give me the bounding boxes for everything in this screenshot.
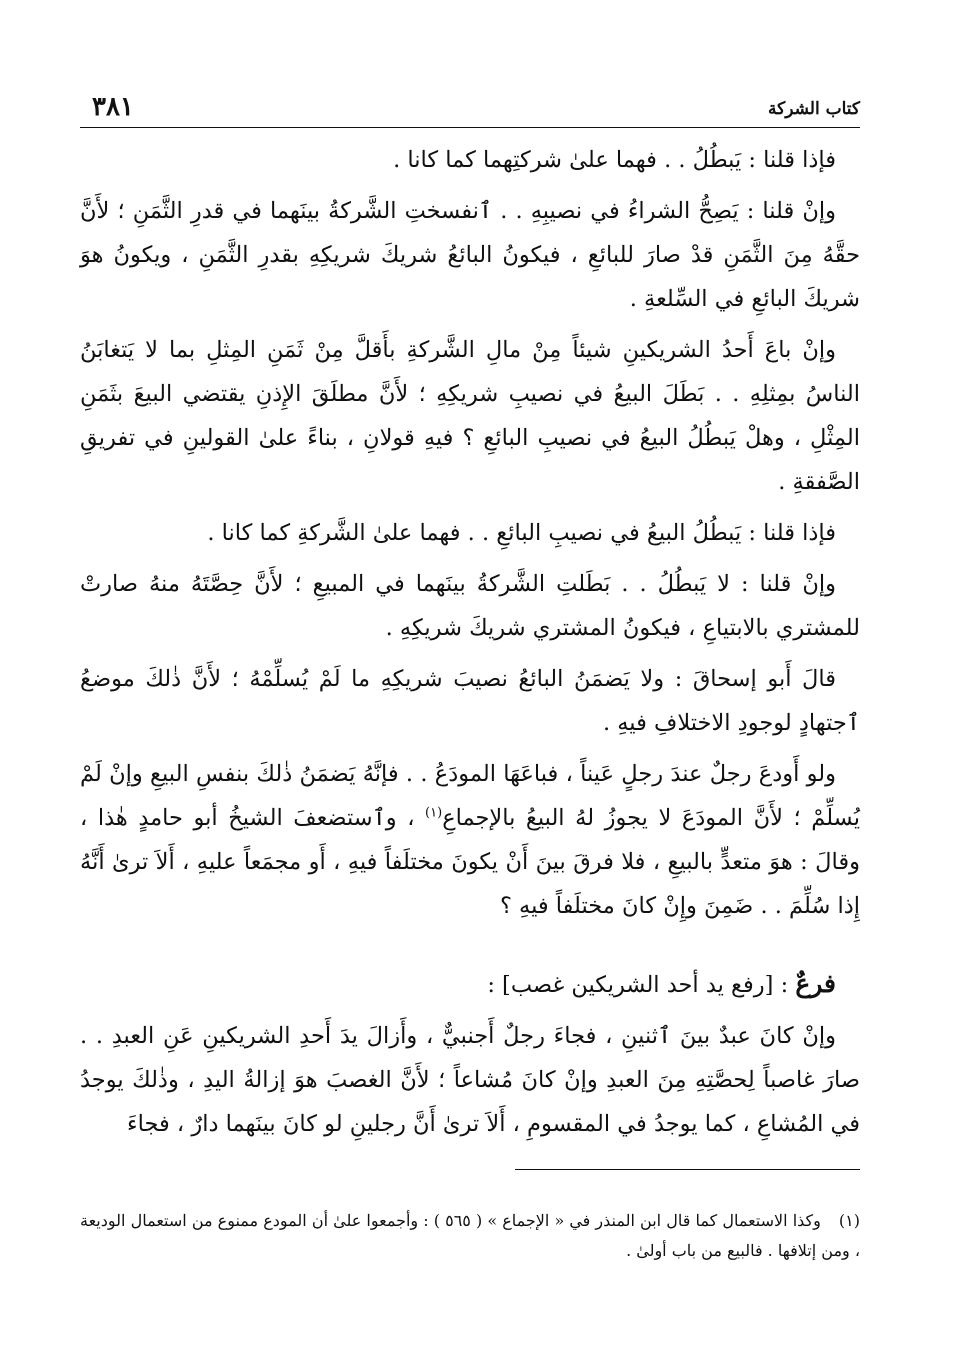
far-paragraph: وإنْ كانَ عبدٌ بينَ ٱثنينِ ، فجاءَ رجلٌ أَجنبيٌّ ، وأَزالَ يدَ أَحدِ الشريكينِ عَنِ العبدِ . . صارَ غاصباً لِحصَّتِهِ مِنَ العبدِ وإنْ كانَ مُشاعاً ؛ لأَنَّ الغصبَ هوَ إزالةُ اليدِ ، وذٰلكَ يوجدُ في المُشاعِ ، كما يوجدُ في المقسومِ ، أَلاَ ترىٰ أَنَّ رجلينِ لو كانَ بينَهما دارٌ ، فجاءَ [80,1023,860,1137]
page-number: ٣٨١ [92,92,134,122]
deposit-paragraph [80,752,860,928]
running-header [80,84,860,124]
far-subtitle: : [رفع يد أحد الشريكين غصب] : [487,972,789,998]
deposit-text-end: ، وٱستضعفَ الشيخُ أبو حامدٍ هٰذا ، وقالَ : هوَ متعدٍّ بالبيعِ ، فلا فرقَ بينَ أَنْ يكونَ مختلَفاً فيهِ ، أَو مجمَعاً عليهِ ، أَلاَ ترىٰ أَنَّهُ إِذا سُلِّمَ . . ضَمِنَ وإِنْ كانَ مختلَفاً فيهِ ؟ [80,805,860,919]
book-title: كتاب الشركة [768,99,860,119]
far-heading-line [80,962,860,1007]
header-divider [80,127,860,128]
far-heading: فرعٌ [795,969,836,998]
paragraph: وإنْ قلنا : يَصِحُّ الشراءُ في نصيبِهِ . . ٱنفسختِ الشَّركةُ بينَهما في قدرِ الثَّمَنِ ؛ لأَنَّ حقَّهُ مِنَ الثَّمَنِ قدْ صارَ للبائعِ ، فيكونُ البائعُ شريكَ شريكِهِ بقدرِ الثَّمَنِ ، ويكونُ هوَ شريكَ البائعِ في السِّلعةِ . [80,198,860,312]
paragraph: قالَ أَبو إسحاقَ : ولا يَضمَنُ البائعُ نصيبَ شريكِهِ ما لَمْ يُسلِّمْهُ ؛ لأَنَّ ذٰلكَ موضعُ ٱجتهادٍ لوجودِ الاختلافِ فيهِ . [80,666,860,736]
footnote-reference: (١) [425,805,443,821]
paragraph: فإذا قلنا : يَبطُلُ البيعُ في نصيبِ البائعِ . . فهما علىٰ الشَّركةِ كما كانا . [207,520,836,546]
footnote-text: وكذا الاستعمال كما قال ابن المنذر في « الإجماع » ( ٥٦٥ ) : وأجمعوا علىٰ أن المودع ممنوع من استعمال الوديعة ، ومن إتلافها . فالبيع من باب أولىٰ . [80,1211,860,1260]
footnote-divider [515,1169,860,1170]
paragraph: فإذا قلنا : يَبطُلُ . . فهما علىٰ شركتِهما كما كانا . [393,147,836,173]
paragraph: وإنْ باعَ أَحدُ الشريكينِ شيئاً مِنْ مالِ الشَّركةِ بأَقلَّ مِنْ ثَمَنِ المِثلِ بما لا يَتغابَنُ الناسُ بمِثلِهِ . . بَطَلَ البيعُ في نصيبِ شريكِهِ ؛ لأَنَّ مطلَقَ الإِذنِ يقتضي البيعَ بثَمَنِ المِثْلِ ، وهلْ يَبطُلُ البيعُ في نصيبِ البائعِ ؟ فيهِ قولانِ ، بناءً علىٰ القولينِ في تفريقِ الصَّفقةِ . [80,337,860,495]
main-text [80,138,860,1153]
deposit-text-start: ولو أَودعَ رجلٌ عندَ رجلٍ عَيناً ، فباعَهَا المودَعُ . . فإنَّهُ يَضمَنُ ذٰلكَ بنفسِ البيعِ وإنْ لَمْ يُسلِّمْ ؛ لأَنَّ المودَعَ لا يجوزُ لهُ البيعُ بالإجماعِ [80,761,861,831]
footnote [80,1206,860,1266]
paragraph: وإنْ قلنا : لا يَبطُلُ . . بَطَلتِ الشَّركةُ بينَهما في المبيعِ ؛ لأَنَّ حِصَّتَهُ منهُ صارتْ للمشتري بالابتياعِ ، فيكونُ المشتري شريكَ شريكِهِ . [80,571,860,641]
footnote-number: (١) [838,1211,860,1230]
footnotes [80,1206,860,1266]
